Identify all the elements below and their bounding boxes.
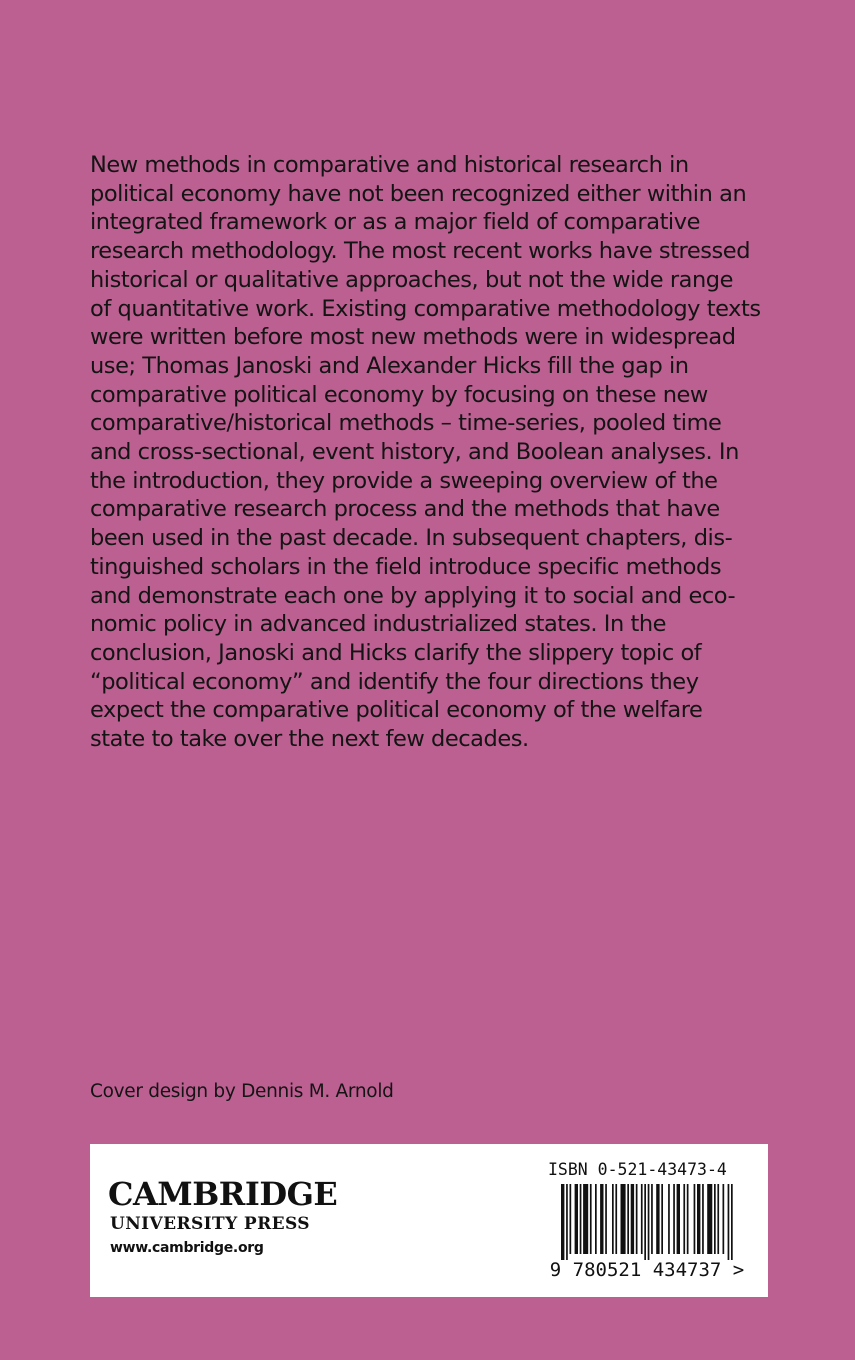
barcode-bar <box>615 1184 617 1254</box>
blurb-line: expect the comparative political economy of the welfare <box>90 697 703 724</box>
barcode-bar <box>595 1184 597 1254</box>
barcode-bar <box>570 1184 572 1254</box>
barcode-bar <box>600 1184 603 1254</box>
barcode-bar <box>583 1184 588 1254</box>
blurb-line: political economy have not been recognized either within an <box>90 180 747 207</box>
barcode-bar <box>707 1184 712 1254</box>
cover-design-credit: Cover design by Dennis M. Arnold <box>90 1081 394 1102</box>
isbn-barcode <box>547 1184 747 1279</box>
barcode-bar <box>561 1184 564 1260</box>
barcode-bar <box>621 1184 626 1254</box>
blurb-line: comparative political economy by focusing on these new <box>90 381 708 408</box>
barcode-bar <box>702 1184 704 1254</box>
publisher-logo: CAMBRIDGE <box>108 1175 338 1213</box>
barcode-bar <box>580 1184 582 1254</box>
barcode-bar <box>644 1184 646 1260</box>
publisher-panel <box>90 1144 768 1297</box>
barcode-bar <box>605 1184 607 1254</box>
blurb-line: and cross-sectional, event history, and Boolean analyses. In <box>90 439 739 466</box>
barcode-bar <box>683 1184 685 1254</box>
barcode-bar <box>717 1184 719 1254</box>
back-cover-blurb <box>90 151 790 754</box>
blurb-line: tinguished scholars in the field introduce specific methods <box>90 553 722 580</box>
blurb-line: were written before most new methods were in widespread <box>90 324 736 351</box>
barcode-digits: 9 780521 434737 > <box>549 1259 745 1279</box>
blurb-line: and demonstrate each one by applying it to social and eco- <box>90 582 736 609</box>
blurb-line: use; Thomas Janoski and Alexander Hicks fill the gap in <box>90 352 689 379</box>
blurb-line: nomic policy in advanced industrialized states. In the <box>90 611 667 638</box>
blurb-line: conclusion, Janoski and Hicks clarify the slippery topic of <box>90 639 702 666</box>
barcode-bar <box>677 1184 680 1254</box>
barcode-bar <box>731 1184 733 1260</box>
blurb-line: research methodology. The most recent works have stressed <box>90 238 751 265</box>
blurb-line: historical or qualitative approaches, but not the wide range <box>90 266 733 293</box>
barcode-bar <box>673 1184 675 1254</box>
blurb-line: “political economy” and identify the four directions they <box>90 668 699 695</box>
blurb-line: the introduction, they provide a sweeping overview of the <box>90 467 718 494</box>
barcode-bar <box>636 1184 638 1254</box>
barcode-bar <box>728 1184 730 1260</box>
barcode-bars <box>561 1184 733 1260</box>
barcode-bar <box>566 1184 568 1260</box>
blurb-line: state to take over the next few decades. <box>90 726 529 753</box>
barcode-bar <box>697 1184 700 1254</box>
barcode-bar <box>641 1184 643 1254</box>
barcode-bar <box>575 1184 578 1254</box>
barcode-bar <box>656 1184 659 1254</box>
barcode-bar <box>651 1184 653 1254</box>
blurb-line: New methods in comparative and historical research in <box>90 152 689 178</box>
barcode-bar <box>590 1184 592 1254</box>
barcode-bar <box>648 1184 650 1260</box>
barcode-bar <box>714 1184 716 1254</box>
barcode-bar <box>687 1184 689 1254</box>
barcode-bar <box>723 1184 725 1254</box>
publisher-subtitle: UNIVERSITY PRESS <box>110 1214 310 1234</box>
barcode-bar <box>627 1184 629 1254</box>
barcode-bar <box>631 1184 634 1254</box>
barcode-bar <box>661 1184 663 1254</box>
blurb-line: comparative research process and the methods that have <box>90 496 720 523</box>
isbn-label: ISBN 0-521-43473-4 <box>548 1160 727 1179</box>
blurb-line: integrated framework or as a major field of comparative <box>90 209 700 236</box>
blurb-line: comparative/historical methods – time-series, pooled time <box>90 410 722 437</box>
publisher-url: www.cambridge.org <box>110 1240 264 1256</box>
blurb-line: been used in the past decade. In subsequent chapters, dis- <box>90 525 733 552</box>
blurb-line: of quantitative work. Existing comparative methodology texts <box>90 295 761 322</box>
barcode-bar <box>668 1184 670 1254</box>
barcode-bar <box>694 1184 696 1254</box>
barcode-bar <box>612 1184 614 1254</box>
